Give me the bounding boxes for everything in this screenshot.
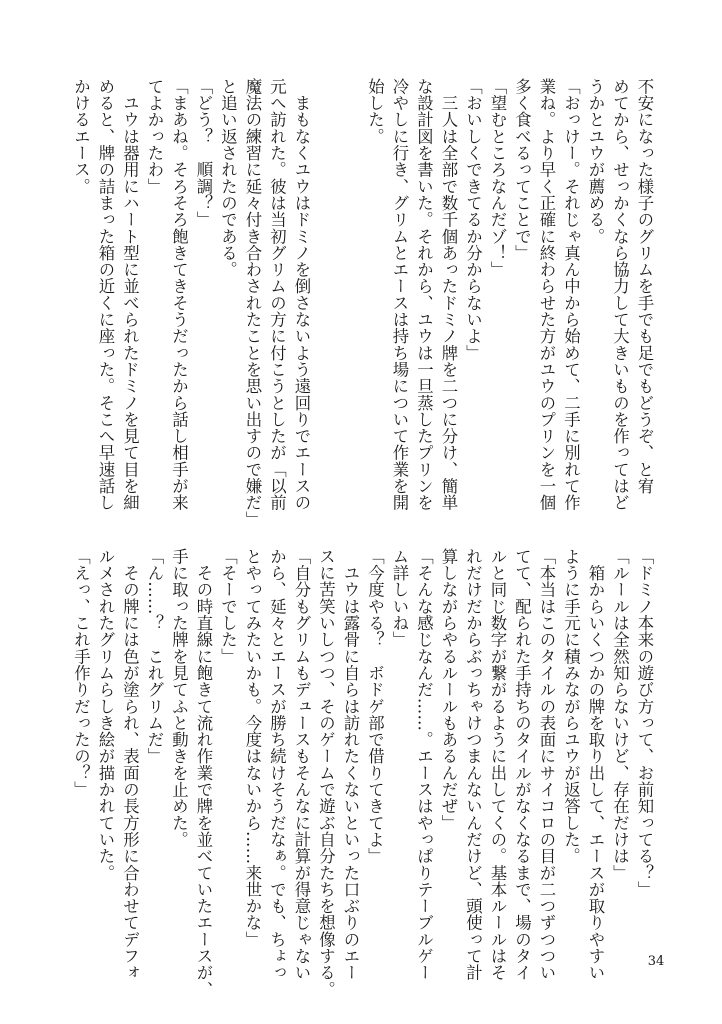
upper-text-block [71,78,656,528]
text-line: と追い返されたのである。 [218,78,238,278]
text-line: 業ね。より早く正確に終わらせた方がユウのプリンを一個 [537,78,556,511]
text-line: ように手元に積みながらユウが返答した。 [561,548,581,865]
text-line: 「そんな感じなんだ……。エースはやっぱりテーブルゲー [414,548,434,981]
text-line: 「自分もグリムもデュースもそんなに計算が得意じゃない [292,548,311,981]
text-line: その時直線に飽きて流れ作業で牌を並べていたエースが、 [194,548,213,998]
text-line: てよかったわ」 [145,78,164,195]
page-number: 34 [647,954,665,969]
text-line: 冷やしに行き、グリムとエースは持ち場について作業を開 [390,78,409,511]
text-line: ルと同じ数字が繋がるように出してくの。基本ルールはそ [488,548,507,981]
text-line: 「そーでした」 [218,548,238,665]
blank-line [313,78,338,490]
text-line: まもなくユウはドミノを倒さないよう遠回りでエースの [292,78,311,511]
text-line: 箱からいくつかの牌を取り出して、エースが取りやすい [586,548,605,981]
text-line: めてから、せっかくなら協力して大きいものを作ってはど [610,78,630,511]
text-line: 手に取った牌を見てふと動きを止めた。 [169,548,189,848]
text-line: れだけだからぶっちゃけつまんないんだけど、頭使って計 [463,548,483,981]
text-line: とやってみたいかも。今度はないから……来世かな」 [243,548,262,948]
text-line: 「えっ、これ手作りだったの？」 [71,548,91,798]
text-line: てて、配られた手持ちのタイルがなくなるまで、場のタイ [512,548,532,981]
text-line: うかとユウが薦める。 [586,78,605,245]
text-line: 「おいしくできてるか分からないよ」 [463,78,483,362]
text-line: な設計図を書いた。それから、ユウは一旦蒸したプリンを [414,78,434,511]
text-line: ム詳しいね」 [390,548,409,648]
text-line: ユウは露骨に自らは訪れたくないといった口ぶりのエー [341,548,360,981]
upper-columns [68,78,656,528]
text-line: 「ドミノ本来の遊び方って、お前知ってる？」 [635,548,654,898]
text-line: 「おっけー。それじゃ真ん中から始めて、二手に別れて作 [561,78,581,511]
text-line: 「本当はこのタイルの表面にサイコロの目が二つずつつい [537,548,556,981]
text-line: 「今度やる？ ボドゲ部で借りてきてよ」 [365,548,385,865]
text-line: ユウは器用にハート型に並べられたドミノを見て目を細 [120,78,140,511]
text-line: 算しながらやるルールもあるんだぜ」 [439,548,458,832]
text-line: 魔法の練習に延々付き合わされたことを思い出すので嫌だ」 [243,78,262,528]
text-line: 「ん……？ これグリムだ」 [145,548,164,765]
text-line: その牌には色が塗られ、表面の長方形に合わせてデフォ [120,548,140,981]
blank-line [338,78,363,490]
text-line: 不安になった様子のグリムを手でも足でもどうぞ、と宥 [635,78,654,495]
text-line: 「望むところなんだゾ！」 [488,78,507,278]
text-line: 「まあね。そろそろ飽きてきそうだったから話し相手が来 [169,78,189,511]
text-line: 始した。 [365,78,385,145]
text-line: スに苦笑いしつつ、そのゲームで遊ぶ自分たちを想像する。 [316,548,336,998]
text-line: かけるエース。 [71,78,91,195]
text-line: めると、牌の詰まった箱の近くに座った。そこへ早速話し [96,78,115,511]
text-line: ルメされたグリムらしき絵が描かれていた。 [96,548,115,881]
text-line: 多く食べるってことで」 [512,78,532,262]
text-line: 「どう？ 順調？」 [194,78,213,228]
text-line: 元へ訪れた。彼は当初グリムの方に付こうとしたが「以前 [267,78,287,511]
text-line: 三人は全部で数千個あったドミノ牌を二つに分け、簡単 [439,78,458,511]
text-line: 「ルールは全然知らないけど、存在だけは」 [610,548,630,881]
text-line: から、延々とエースが勝ち続けそうだなぁ。でも、ちょっ [267,548,287,981]
